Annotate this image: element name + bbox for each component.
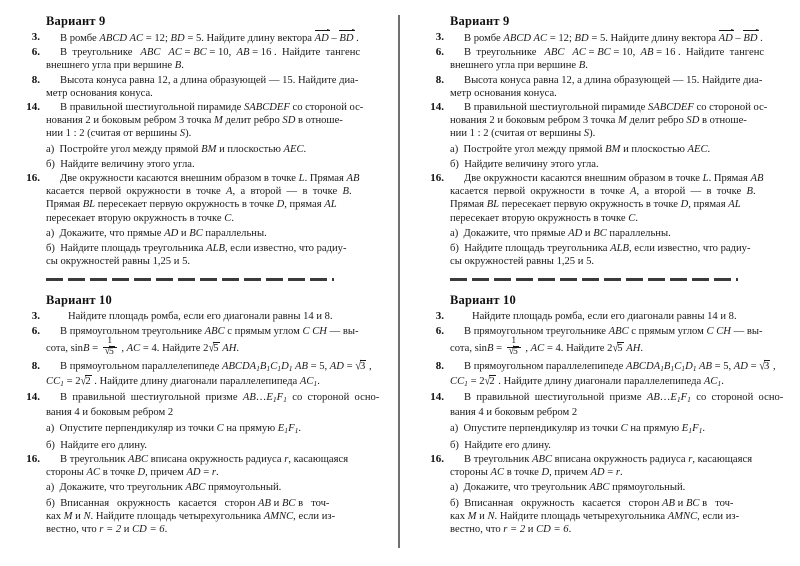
problem-v9-3	[412, 31, 792, 45]
vector-bd-icon: BD	[339, 33, 354, 44]
problem-text: В треугольник ABC вписана окружность радиуса r, касающаяся стороны AC в точке D, причем AD = r. а) Докажите, что треугольник ABC прямоугольный. б) Вписанная окружность касается сторон AB и BC в точ- ках M и N. Найдите площадь четырехугольника AMNC, если из- вестно, что r = 2 и CD = 6.	[46, 454, 349, 536]
problem-number: 6.	[435, 46, 444, 59]
problem-number: 14.	[26, 101, 40, 114]
section-separator	[46, 278, 334, 281]
problem-number: 14.	[430, 391, 444, 404]
problem-text: В правильной шестиугольной пирамиде SABCDEF со стороной ос- нования 2 и боковым ребром 3 точка M делит ребро SD в отноше- нии 1 : 2 (считая от вершины S). а) Постройте угол между прямой BM и плоскостью AEC. б) Найдите величину этого угла.	[450, 102, 768, 170]
problem-v9-6	[412, 46, 792, 72]
problem-v9-8	[412, 74, 792, 100]
problem-number: 6.	[31, 46, 40, 59]
problem-text: В ромбе ABCD AC = 12; BD = 5. Найдите длину вектора AD – BD .	[464, 33, 763, 44]
problem-v10-8	[412, 360, 792, 390]
problem-v10-6	[8, 325, 392, 359]
problem-text: Найдите площадь ромба, если его диагонали равны 14 и 8.	[60, 311, 333, 323]
problem-text: Найдите площадь ромба, если его диагонали равны 14 и 8.	[464, 311, 737, 323]
problem-text: В прямоугольном треугольнике ABC с прямым углом C CH — вы- сота, sinB = $\frac{1}{√5}$ , AC = 4. Найдите 2√5 AH.	[450, 325, 763, 358]
problem-text: В прямоугольном параллелепипеде ABCDA1B1C1D1 AB = 5, AD = √3 , CC1 = 2√2 . Найдите длину диагонали параллелепипеда AC1.	[46, 359, 372, 388]
vector-bd-icon: BD	[743, 33, 758, 44]
problem-number: 14.	[26, 391, 40, 404]
problem-text: В прямоугольном параллелепипеде ABCDA1B1C1D1 AB = 5, AD = √3 , CC1 = 2√2 . Найдите длину диагонали параллелепипеда AC1.	[450, 359, 776, 388]
problem-v10-8	[8, 360, 392, 390]
problem-number: 8.	[435, 359, 444, 372]
problem-v9-16	[412, 172, 792, 268]
problem-number: 8.	[31, 73, 40, 86]
problem-v9-14	[412, 101, 792, 171]
problem-text: В правильной шестиугольной призме AB…E1F1 со стороной осно- вания 4 и боковым ребром 2 а) Опустите перпендикуляр из точки C на прямую E1F1. б) Найдите его длину.	[46, 392, 380, 451]
variant-9-title: Вариант 9	[450, 14, 510, 28]
problem-v9-8	[8, 74, 392, 100]
problem-text: Высота конуса равна 12, а длина образующей — 15. Найдите диа- метр основания конуса.	[450, 74, 763, 99]
problem-text: В треугольник ABC вписана окружность радиуса r, касающаяся стороны AC в точке D, причем AD = r. а) Докажите, что треугольник ABC прямоугольный. б) Вписанная окружность касается сторон AB и BC в точ- ках M и N. Найдите площадь четырехугольника AMNC, если из- вестно, что r = 2 и CD = 6.	[450, 454, 753, 536]
problem-v10-14	[412, 391, 792, 452]
vector-ad-icon: AD	[314, 33, 329, 44]
problem-number: 16.	[430, 172, 444, 185]
problem-number: 3.	[31, 310, 40, 323]
vector-ad-icon: AD	[718, 33, 733, 44]
problem-number: 16.	[26, 453, 40, 466]
problem-v10-3	[8, 310, 392, 323]
fraction-one-over-sqrt5: $\frac{1}{√5}$	[507, 337, 521, 358]
problem-text: Две окружности касаются внешним образом в точке L. Прямая AB касается первой окружности в точке A, а второй — в точке B. Прямая BL пересекает первую окружность в точке D, прямая AL пересекает вторую окружность в точке C. а) Докажите, что прямые AD и BC параллельны. б) Найдите площадь треугольника ALB, если известно, что радиу- сы окружностей равны 1,25 и 5.	[450, 173, 764, 268]
problem-number: 8.	[435, 73, 444, 86]
problem-v10-16	[8, 453, 392, 536]
problem-v9-14	[8, 101, 392, 171]
problem-v9-6	[8, 46, 392, 72]
variant-9-title: Вариант 9	[46, 14, 106, 28]
problem-v10-16	[412, 453, 792, 536]
problem-number: 6.	[435, 324, 444, 337]
problem-number: 14.	[430, 101, 444, 114]
problem-v9-3	[8, 31, 392, 45]
problem-text: Две окружности касаются внешним образом в точке L. Прямая AB касается первой окружности в точке A, а второй — в точке B. Прямая BL пересекает первую окружность в точке D, прямая AL пересекает вторую окружность в точке C. а) Докажите, что прямые AD и BC параллельны. б) Найдите площадь треугольника ALB, если известно, что радиу- сы окружностей равны 1,25 и 5.	[46, 173, 360, 268]
problem-number: 8.	[31, 359, 40, 372]
problem-number: 3.	[435, 31, 444, 43]
problem-number: 16.	[430, 453, 444, 466]
problem-text: В ромбе ABCD AC = 12; BD = 5. Найдите длину вектора AD – BD .	[60, 33, 359, 44]
problem-text: В прямоугольном треугольнике ABC с прямым углом C CH — вы- сота, sinB = $\frac{1}{√5}$ , AC = 4. Найдите 2√5 AH.	[46, 325, 359, 358]
problem-number: 3.	[435, 310, 444, 323]
problem-v9-16	[8, 172, 392, 268]
problem-number: 3.	[31, 31, 40, 43]
problem-v10-14	[8, 391, 392, 452]
problem-text: В правильной шестиугольной призме AB…E1F1 со стороной осно- вания 4 и боковым ребром 2 а) Опустите перпендикуляр из точки C на прямую E1F1. б) Найдите его длину.	[450, 392, 784, 451]
problem-text: В треугольнике ABC AC = BC = 10, AB = 16 . Найдите тангенс внешнего угла при вершине B.	[46, 47, 361, 72]
problem-number: 16.	[26, 172, 40, 185]
problem-v10-6	[412, 325, 792, 359]
right-column	[400, 0, 800, 566]
fraction-one-over-sqrt5: $\frac{1}{√5}$	[103, 337, 117, 358]
variant-10-title: Вариант 10	[46, 293, 112, 308]
section-separator	[450, 278, 738, 281]
problem-number: 6.	[31, 324, 40, 337]
problem-text: В правильной шестиугольной пирамиде SABCDEF со стороной ос- нования 2 и боковым ребром 3 точка M делит ребро SD в отноше- нии 1 : 2 (считая от вершины S). а) Постройте угол между прямой BM и плоскостью AEC. б) Найдите величину этого угла.	[46, 102, 364, 170]
problem-text: Высота конуса равна 12, а длина образующей — 15. Найдите диа- метр основания конуса.	[46, 74, 359, 99]
problem-v10-3	[412, 310, 792, 323]
variant-10-title: Вариант 10	[450, 293, 516, 308]
problem-text: В треугольнике ABC AC = BC = 10, AB = 16 . Найдите тангенс внешнего угла при вершине B.	[450, 47, 765, 72]
